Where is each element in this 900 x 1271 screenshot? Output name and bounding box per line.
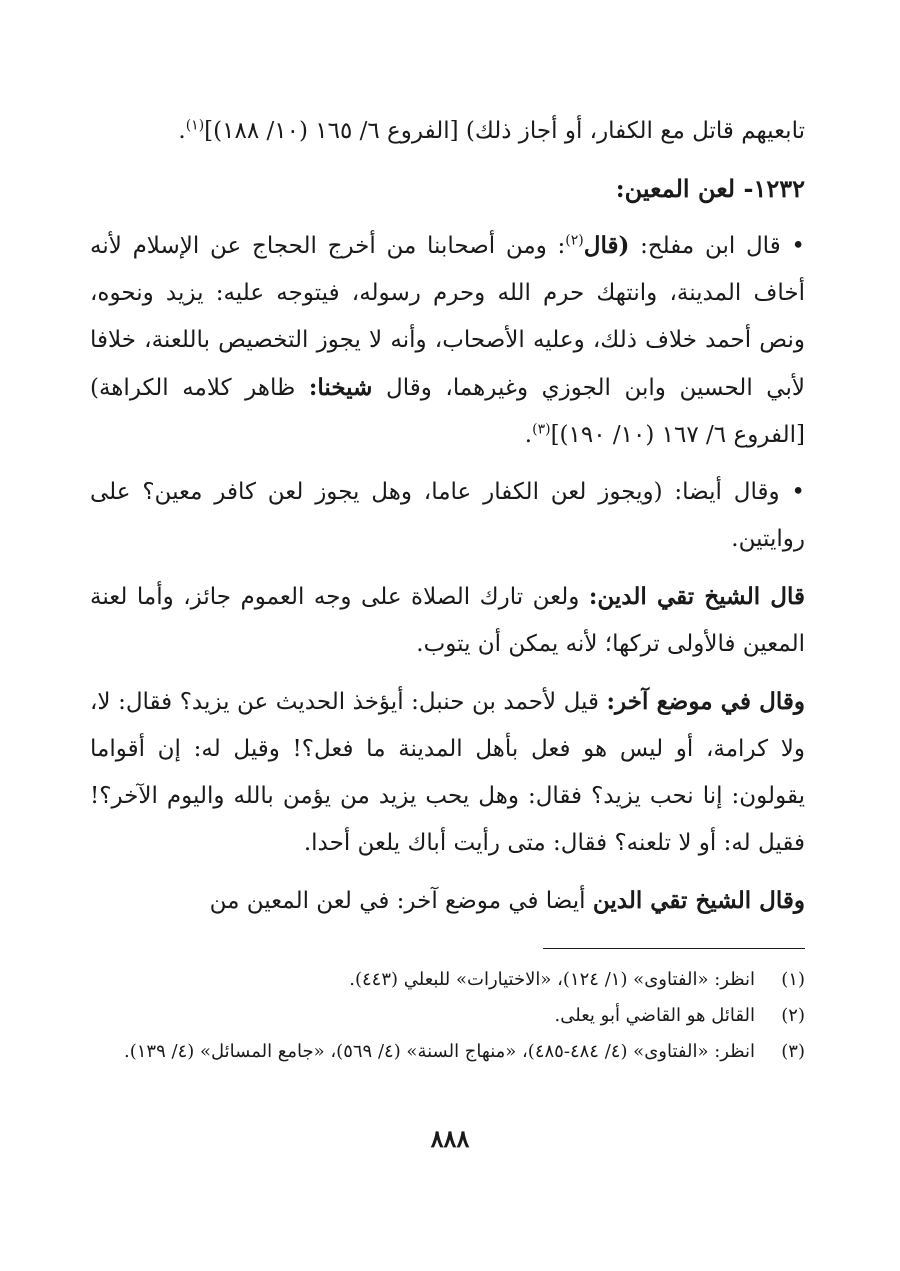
paragraph-another-place: وقال في موضع آخر: قيل لأحمد بن حنبل: أيؤخذ الحديث عن يزيد؟ فقال: لا، ولا كرامة، أو ليس هو فعل بأهل المدينة ما فعل؟! وقيل له: إن أقواما يقولون: إنا نحب يزيد؟ فقال: وهل يحب يزيد من يؤمن بالله واليوم الآخر؟! فقيل له: أو لا تلعنه؟ فقال: متى رأيت أباك يلعن أحدا.: [90, 688, 805, 856]
paragraph-taqi-al-din-also: وقال الشيخ تقي الدين أيضا في موضع آخر: في لعن المعين من: [209, 887, 805, 914]
section-number: ١٢٣٢-: [743, 174, 805, 203]
footnote-text: القائل هو القاضي أبو يعلى.: [554, 1005, 755, 1026]
paragraph-also-said: • وقال أيضا: (ويجوز لعن الكفار عاما، وهل يجوز لعن كافر معين؟ على روايتين.: [90, 479, 805, 552]
footnote-ref[interactable]: (١): [185, 117, 205, 134]
section-title: لعن المعين:: [615, 174, 736, 203]
main-text: [90, 108, 805, 925]
footnote-1: [90, 962, 805, 998]
paragraph-continuation: تابعيهم قاتل مع الكفار، أو أجاز ذلك) [الفروع ٦/ ١٦٥ (١٠/ ١٨٨)]$^{(١)}$.: [178, 117, 805, 144]
section-heading: [90, 165, 805, 212]
footnote-text: انظر: «الفتاوى» (٤/ ٤٨٤-٤٨٥)، «منهاج السنة» (٤/ ٥٦٩)، «جامع المسائل» (٤/ ١٣٩).: [124, 1041, 755, 1062]
paragraph-text: تابعيهم قاتل مع الكفار، أو أجاز ذلك) [الفروع ٦/ ١٦٥ (١٠/ ١٨٨)]: [204, 118, 805, 144]
footnote-number: (١): [781, 969, 805, 990]
footnote-3: [90, 1034, 805, 1070]
paragraph-taqi-al-din: قال الشيخ تقي الدين: ولعن تارك الصلاة على وجه العموم جائز، وأما لعنة المعين فالأولى تركها؛ لأنه يمكن أن يتوب.: [90, 583, 806, 657]
footnote-divider: [543, 948, 805, 949]
paragraph-ibn-muflih: • قال ابن مفلح: (قال$^{(٢)}$: ومن أصحابنا من أخرج الحجاج عن الإسلام لأنه أخاف المدينة، وانتهك حرم الله وحرم رسوله، فيتوجه عليه: يزيد ونحوه، ونص أحمد خلاف ذلك، وعليه الأصحاب، وأنه لا يجوز التخصيص باللعنة، خلافا لأبي الحسين وابن الجوزي وغيرهما، وقال شيخنا: ظاهر كلامه الكراهة) [الفروع ٦/ ١٦٧ (١٠/ ١٩٠)]$^{(٣)}$.: [90, 232, 805, 448]
bullet-icon: •: [791, 479, 805, 505]
footnote-2: [90, 998, 805, 1034]
footnote-ref[interactable]: (٢): [565, 232, 584, 249]
footnotes: [90, 962, 805, 1070]
bullet-icon: •: [791, 233, 805, 259]
footnote-text: انظر: «الفتاوى» (١/ ١٢٤)، «الاختيارات» للبعلي (٤٤٣).: [349, 969, 755, 990]
footnote-ref[interactable]: (٣): [532, 421, 551, 438]
footnote-number: (٢): [781, 1005, 805, 1026]
footnote-number: (٣): [781, 1041, 805, 1062]
page-number: ٨٨٨: [430, 1124, 470, 1153]
